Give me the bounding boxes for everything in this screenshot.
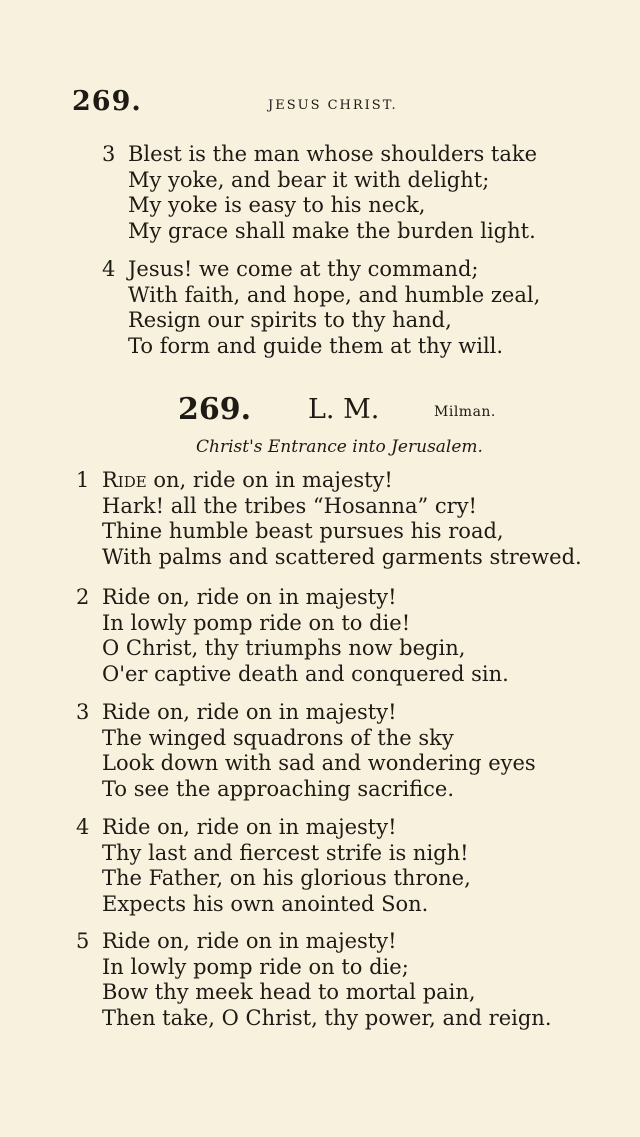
stanza-number: 3	[76, 700, 90, 724]
verse-line: My grace shall make the burden light.	[128, 218, 536, 243]
verse-line: The winged squadrons of the sky	[102, 725, 454, 750]
hymn-stanza-5	[0, 929, 620, 1031]
verse-line: Ride on, ride on in majesty!	[102, 929, 397, 953]
hymn-stanza-2	[0, 585, 620, 687]
verse-line: Expects his own anointed Son.	[102, 891, 429, 916]
prev-stanza-3	[0, 142, 620, 244]
verse-line: Ride on, ride on in majesty!	[102, 700, 397, 724]
verse-line: Bow thy meek head to mortal pain,	[102, 980, 476, 1004]
page-number: 269.	[72, 86, 142, 117]
verse-first-word: Ride	[102, 468, 147, 492]
stanza-number: 2	[76, 585, 90, 609]
prev-stanza-4	[0, 257, 620, 359]
verse-line: Blest is the man whose shoulders take	[128, 142, 538, 166]
stanza-number: 4	[102, 257, 116, 281]
verse-line: My yoke, and bear it with delight;	[128, 167, 490, 192]
verse-line: Hark! all the tribes “Hosanna” cry!	[102, 493, 477, 518]
verse-line: My yoke is easy to his neck,	[128, 193, 426, 217]
stanza-number: 1	[76, 468, 90, 492]
verse-line: The Father, on his glorious throne,	[102, 866, 471, 890]
hymn-number: 269.	[178, 392, 252, 427]
verse-line: With faith, and hope, and humble zeal,	[128, 282, 541, 307]
verse-line: In lowly pomp ride on to die!	[102, 610, 411, 635]
stanza-number: 5	[76, 929, 90, 953]
hymn-stanza-1	[0, 468, 620, 570]
verse-line: O'er captive death and conquered sin.	[102, 661, 509, 686]
verse-line: With palms and scattered garments strewed.	[102, 544, 582, 569]
verse-line: To see the approaching sacrifice.	[102, 776, 455, 801]
hymn-subtitle: Christ's Entrance into Jerusalem.	[196, 437, 483, 457]
verse-line: Thine humble beast pursues his road,	[102, 519, 504, 543]
verse-line: Look down with sad and wondering eyes	[102, 751, 536, 775]
hymn-stanza-4	[0, 815, 620, 917]
verse-line: Thy last and fiercest strife is nigh!	[102, 840, 469, 865]
verse-line: Ride on, ride on in majesty!	[102, 815, 397, 839]
hymn-header	[178, 392, 598, 432]
verse-line-first	[102, 468, 393, 494]
verse-line: Jesus! we come at thy command;	[128, 257, 479, 281]
verse-line: To form and guide them at thy will.	[128, 333, 504, 358]
verse-first-line-rest: on, ride on in majesty!	[146, 468, 393, 492]
running-head	[72, 86, 592, 118]
stanza-number: 3	[102, 142, 116, 166]
hymn-author: Milman.	[434, 404, 496, 420]
verse-line: In lowly pomp ride on to die;	[102, 954, 409, 979]
verse-line: Ride on, ride on in majesty!	[102, 585, 397, 609]
verse-line: O Christ, thy triumphs now begin,	[102, 636, 466, 660]
running-title: JESUS CHRIST.	[268, 98, 398, 113]
verse-line: Resign our spirits to thy hand,	[128, 308, 452, 332]
stanza-number: 4	[76, 815, 90, 839]
verse-line: Then take, O Christ, thy power, and reign.	[102, 1005, 552, 1030]
hymn-stanza-3	[0, 700, 620, 802]
hymn-meter: L. M.	[308, 394, 380, 425]
